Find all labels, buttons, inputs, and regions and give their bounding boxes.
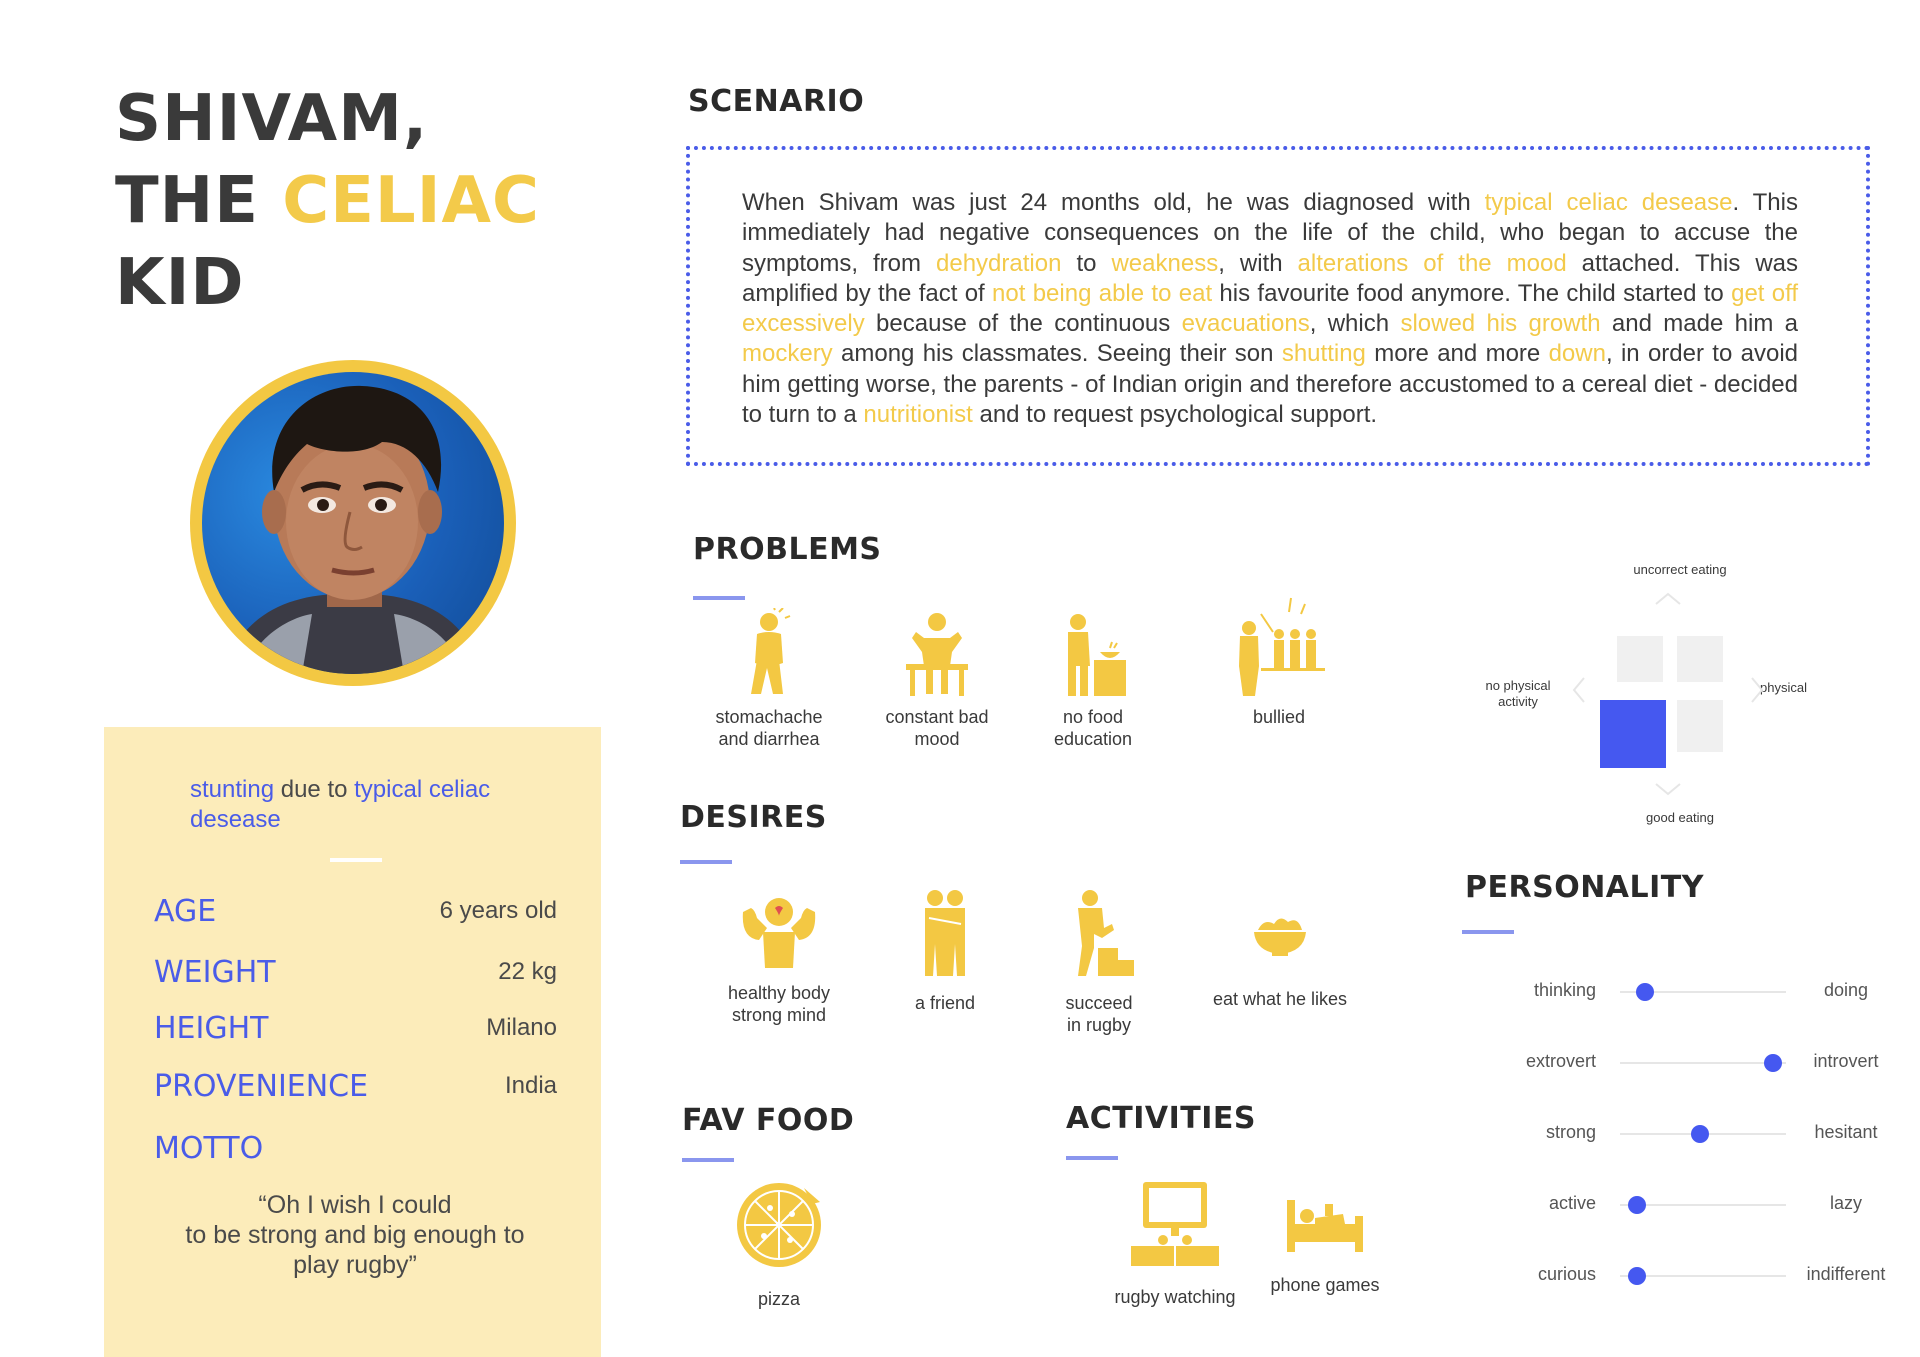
stomachache-icon [739,608,799,698]
desires-underline [680,860,732,864]
title-line-2-prefix: THE [115,164,283,238]
angry-person-icon [902,608,972,698]
scenario-segment: and made him a [1600,310,1798,338]
quadrant-right-label: physical [1760,680,1807,695]
friends-icon [915,888,975,978]
title-line-3: KID [115,246,245,320]
trait-slider-handle [1691,1125,1709,1143]
scenario-highlight: alterations of the mood [1297,249,1567,277]
trait-right-label: lazy [1829,1193,1862,1213]
age-label: AGE [154,894,217,929]
trait-slider-track [1620,1062,1786,1064]
scenario-highlight: mockery [742,340,833,368]
quadrant-top-label: uncorrect eating [1633,562,1727,577]
title-line-2 [115,160,540,242]
scenario-segment: , in order to avoid him getting worse, the parents - of Indian origin and therefore accustomed to a cereal diet - decided to turn to a [742,340,1799,429]
height-value: Milano [486,1014,557,1041]
fav-food-heading: FAV FOOD [682,1103,855,1138]
activities-heading: ACTIVITIES [1066,1101,1256,1136]
bed-phone-icon [1285,1196,1365,1256]
desire-rugby-label: succeed in rugby [1065,993,1133,1035]
food-bowl-icon [1250,912,1310,958]
personality-underline [1462,930,1514,934]
activity-rugby-watching-label: rugby watching [1114,1287,1236,1307]
trait-left-label: strong [1545,1122,1596,1142]
condition-connector: due to [274,776,355,803]
condition-summary [190,775,550,835]
problem-bullied-label: bullied [1252,707,1306,727]
scenario-segment: because of the continuous [864,310,1182,338]
scenario-highlight: down [1548,340,1606,368]
avatar [190,360,516,686]
provenience-value: India [504,1072,557,1099]
desire-friend-label: a friend [914,993,976,1013]
quadrant-left-label: no physical activity [1485,678,1551,709]
scenario-segment: to [1061,249,1112,277]
scenario-highlight: get off excessively [742,279,1799,338]
activity-phone-games [1250,1196,1400,1296]
age-value: 6 years old [439,897,557,924]
quadrant-arrows [1568,588,1768,798]
scenario-segment: attached. This was amplified by the fact of [742,249,1799,307]
scenario-highlight: slowed his growth [1400,310,1601,338]
trait-left-label: extrovert [1525,1051,1596,1071]
scenario-highlight: typical celiac desease [1484,189,1733,216]
scenario-segment: . This immediately had negative consequences on the life of the child, who began to accuse the symptoms, from [742,189,1798,277]
scenario-highlight: nutritionist [863,401,973,429]
fav-food-pizza-label: pizza [757,1289,801,1309]
bullied-icon [1231,594,1327,698]
scenario-heading: SCENARIO [688,84,865,119]
problem-bullied [1204,594,1354,728]
trait-slider-handle [1628,1267,1646,1285]
pizza-icon [734,1180,824,1270]
weight-label: WEIGHT [154,955,276,990]
height-label: HEIGHT [154,1011,269,1046]
scenario-segment: When Shivam was just 24 months old, he was diagnosed with [742,189,1485,216]
scenario-segment: among his classmates. Seeing their son [832,340,1282,368]
quadrant-cell-top-right [1677,636,1723,682]
personality-heading: PERSONALITY [1465,870,1704,905]
problem-food-education-label: no food education [1053,707,1133,749]
desire-healthy-body-label: healthy body strong mind [727,983,831,1025]
problem-bad-mood-label: constant bad mood [885,707,989,749]
quadrant-cell-bottom-left [1600,700,1666,768]
desire-rugby [1024,888,1174,1036]
problem-bad-mood [862,608,1012,750]
fav-food-underline [682,1158,734,1162]
title-accent: CELIAC [282,164,540,238]
scenario-highlight: not being able to eat [992,279,1213,307]
condition-cause: typical celiac desease [190,776,491,833]
quadrant-cell-top-left [1617,636,1663,682]
scenario-segment: and to request psychological support. [972,401,1378,429]
fav-food-pizza [704,1180,854,1310]
weight-value: 22 kg [498,958,557,985]
trait-slider-handle [1628,1196,1646,1214]
scenario-highlight: dehydration [936,249,1062,277]
motto-label: MOTTO [154,1131,264,1166]
trait-slider-handle [1636,983,1654,1001]
panel-divider [330,858,382,862]
problems-heading: PROBLEMS [693,532,882,567]
desire-eat-label: eat what he likes [1212,989,1348,1009]
trait-right-label: introvert [1813,1051,1879,1071]
avatar-photo [202,372,504,674]
scenario-segment: more and more [1365,340,1549,368]
title-line-1: SHIVAM, [115,82,429,156]
scenario-segment: , which [1309,310,1401,338]
arrow-down-icon [1656,784,1680,794]
scenario-text [742,188,1798,430]
activity-phone-games-label: phone games [1270,1275,1380,1295]
arrow-left-icon [1574,678,1584,702]
arrow-up-icon [1656,594,1680,604]
problem-stomachache-label: stomachache and diarrhea [715,707,823,749]
quadrant-bottom-label: good eating [1646,810,1714,825]
motto-quote: “Oh I wish I could to be strong and big enough to play rugby” [185,1191,525,1279]
boy-portrait-icon [202,372,504,674]
scenario-highlight: shutting [1281,340,1366,368]
scenario-highlight: evacuations [1181,310,1310,338]
trait-left-label: thinking [1533,980,1596,1000]
tv-watching-icon [1129,1178,1221,1268]
arrow-right-icon [1752,678,1762,702]
problem-stomachache [694,608,844,750]
trait-right-label: indifferent [1806,1264,1886,1284]
podium-icon [1064,888,1134,978]
trait-right-label: doing [1823,980,1869,1000]
scenario-segment: his favourite food anymore. The child started to [1212,279,1732,307]
problem-food-education [1018,608,1168,750]
activity-rugby-watching [1100,1178,1250,1308]
condition-stunting: stunting [190,776,275,803]
trait-left-label: curious [1537,1264,1596,1284]
scenario-segment: , with [1218,249,1298,277]
desires-heading: DESIRES [680,800,827,835]
page-title [115,78,540,324]
activities-underline [1066,1156,1118,1160]
provenience-label: PROVENIENCE [154,1069,369,1104]
food-education-icon [1058,608,1128,698]
desire-eat [1200,912,1360,1010]
scenario-highlight: weakness [1111,249,1219,277]
desire-healthy-body [704,888,854,1026]
quadrant-cell-bottom-right [1677,700,1723,752]
trait-left-label: active [1548,1193,1596,1213]
desire-friend [870,888,1020,1014]
problems-underline [693,596,745,600]
strong-body-icon [737,888,821,970]
trait-right-label: hesitant [1814,1122,1878,1142]
